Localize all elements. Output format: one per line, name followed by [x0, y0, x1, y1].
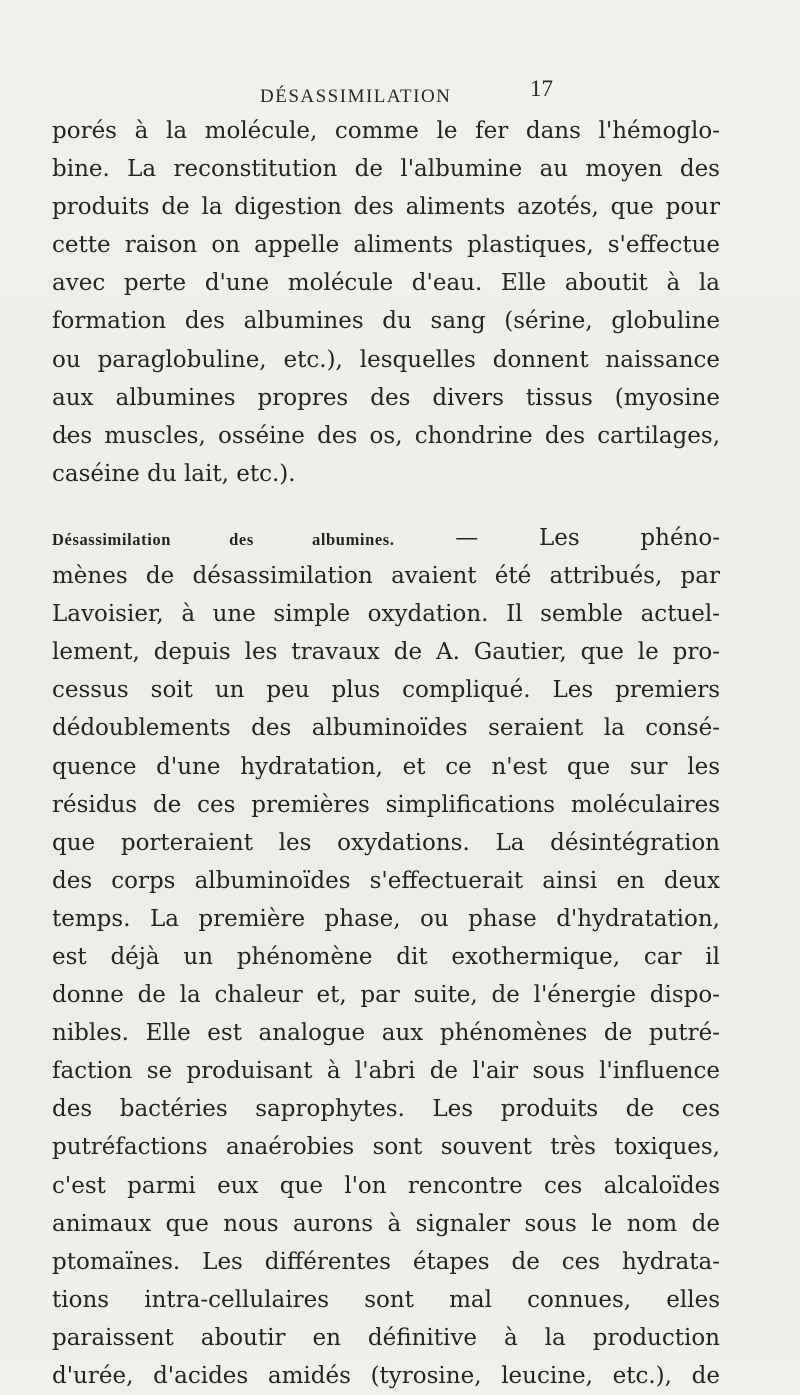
text-line: ptomaïnes. Les différentes étapes de ces hydrata-: [52, 1248, 720, 1275]
text-line: faction se produisant à l'abri de l'air sous l'influence: [52, 1058, 720, 1085]
text-line: paraissent aboutir en définitive à la production: [52, 1324, 720, 1351]
paragraph-gap: [52, 493, 720, 519]
text-line: des muscles, osséine des os, chondrine des cartilages,: [52, 422, 720, 449]
running-header: [0, 76, 800, 106]
text-line: porés à la molécule, comme le fer dans l'hémoglo-: [52, 118, 720, 144]
text-line: donne de la chaleur et, par suite, de l'énergie dispo-: [52, 982, 720, 1009]
page-number: 17: [530, 76, 553, 101]
text-line: des bactéries saprophytes. Les produits de ces: [52, 1096, 720, 1123]
text-line: des corps albuminoïdes s'effectuerait ainsi en deux: [52, 867, 720, 894]
text-line: caséine du lait, etc.).: [52, 460, 296, 487]
text-line: nibles. Elle est analogue aux phénomènes de putré-: [52, 1020, 720, 1047]
text-line: Lavoisier, à une simple oxydation. Il semble actuel-: [52, 601, 720, 628]
text-line: ou paraglobuline, etc.), lesquelles donnent naissance: [52, 346, 720, 373]
text-line: d'urée, d'acides amidés (tyrosine, leucine, etc.), de: [52, 1363, 720, 1389]
running-title: DÉSASSIMILATION: [260, 86, 452, 107]
text-line: bine. La reconstitution de l'albumine au moyen des: [52, 156, 720, 183]
text-line: tions intra-cellulaires sont mal connues, elles: [52, 1286, 720, 1313]
paragraph-1: [52, 112, 720, 493]
text-line: est déjà un phénomène dit exothermique, car il: [52, 943, 720, 970]
text-line: avec perte d'une molécule d'eau. Elle aboutit à la: [52, 270, 720, 297]
text-line: cette raison on appelle aliments plastiques, s'effectue: [52, 232, 720, 259]
text-line: quence d'une hydratation, et ce n'est que sur les: [52, 753, 720, 780]
text-line: que porteraient les oxydations. La désintégration: [52, 829, 720, 856]
text-line: cessus soit un peu plus compliqué. Les premiers: [52, 677, 720, 704]
section-heading: Désassimilation des albumines.: [52, 529, 395, 549]
text-line: formation des albumines du sang (sérine, globuline: [52, 308, 720, 335]
text-line: putréfactions anaérobies sont souvent très toxiques,: [52, 1134, 720, 1161]
text-line: lement, depuis les travaux de A. Gautier, que le pro-: [52, 639, 720, 666]
text-line: produits de la digestion des aliments azotés, que pour: [52, 194, 720, 221]
text-line: animaux que nous aurons à signaler sous le nom de: [52, 1210, 720, 1237]
text-line: mènes de désassimilation avaient été attribués, par: [52, 563, 720, 590]
text-line: dédoublements des albuminoïdes seraient la consé-: [52, 715, 720, 742]
section-first-line: [52, 519, 720, 557]
body-text: [52, 112, 720, 1395]
text-line: aux albumines propres des divers tissus (myosine: [52, 384, 720, 411]
text-line: temps. La première phase, ou phase d'hydratation,: [52, 905, 720, 932]
paragraph-2: [52, 519, 720, 1395]
text-line: c'est parmi eux que l'on rencontre ces alcaloïdes: [52, 1172, 720, 1199]
text-line: résidus de ces premières simplifications moléculaires: [52, 791, 720, 818]
section-heading-continuation: — Les phéno-: [394, 524, 720, 551]
